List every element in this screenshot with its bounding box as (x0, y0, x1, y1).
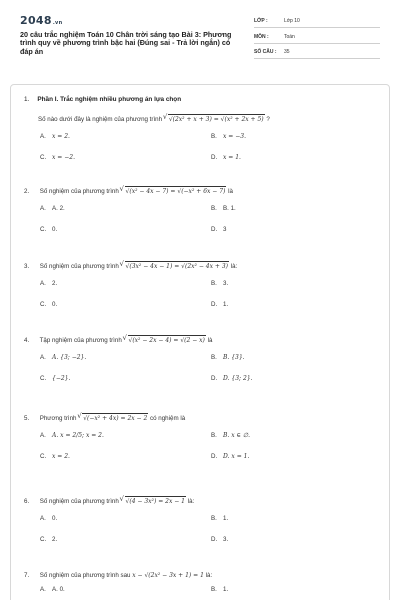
meta-label: MÔN : (254, 33, 269, 40)
option-label: C. (40, 301, 47, 308)
option-label: D. (211, 226, 218, 233)
option-label: A. (40, 205, 46, 212)
option-label: D. (211, 453, 218, 460)
document-title: 20 câu trắc nghiệm Toán 10 Chân trời sáng tạo Bài 3: Phương trình quy về phương trình bậc hai (Đúng sai - Trả lời ngắn) có đáp án (20, 30, 232, 56)
option-text: A. 2. (52, 205, 65, 212)
logo-text: 2048 (20, 14, 52, 27)
meta-value: Toán (284, 33, 295, 40)
option-c[interactable] (40, 226, 57, 233)
option-c[interactable] (40, 453, 70, 460)
option-c[interactable] (40, 154, 75, 161)
question-stem (24, 335, 384, 345)
option-label: A. (40, 432, 46, 439)
option-b[interactable] (211, 354, 245, 361)
option-label: B. (211, 354, 217, 361)
option-d[interactable] (211, 226, 226, 233)
equation: √ √(−x² + 4x) = 2x − 2 (82, 413, 148, 423)
option-text: 0. (52, 515, 58, 522)
meta-row-count (254, 45, 380, 59)
equation: √ √(x² − 2x − 4) = √(2 − x) (128, 335, 206, 345)
option-text: A. 0. (52, 586, 65, 593)
option-c[interactable] (40, 375, 70, 382)
stem-text: Số nghiệm của phương trình (39, 263, 119, 270)
option-c[interactable] (40, 536, 57, 543)
question-4 (24, 335, 384, 398)
site-logo[interactable] (20, 14, 62, 27)
option-label: C. (40, 226, 47, 233)
option-label: B. (211, 133, 217, 140)
option-text: A. {3; −2}. (52, 354, 87, 361)
option-label: C. (40, 154, 47, 161)
option-text: x = −3. (223, 133, 246, 140)
section-heading (24, 96, 181, 103)
option-d[interactable] (211, 154, 241, 161)
option-a[interactable] (40, 280, 57, 287)
option-b[interactable] (211, 586, 228, 593)
option-label: D. (211, 301, 218, 308)
options (40, 515, 384, 559)
option-text: x = 1. (223, 154, 241, 161)
question-1 (24, 114, 384, 177)
meta-label: SỐ CÂU : (254, 49, 277, 55)
equation: x − √(2x² − 3x + 1) = 1 (132, 572, 204, 579)
option-label: A. (40, 280, 46, 287)
question-stem (24, 496, 384, 506)
question-stem (24, 261, 384, 271)
question-6 (24, 496, 384, 559)
stem-text: Số nghiệm của phương trình sau (39, 572, 131, 579)
equation: √ √(4 − 3x²) = 2x − 1 (125, 496, 186, 506)
stem-text: Phương trình (39, 415, 77, 422)
options (40, 432, 384, 476)
option-a[interactable] (40, 515, 57, 522)
question-number: 4. (24, 337, 30, 344)
option-label: B. (211, 432, 217, 439)
page-header (0, 0, 400, 78)
stem-text: Số nghiệm của phương trình (39, 188, 119, 195)
meta-value: 35 (284, 49, 290, 55)
option-text: 3. (223, 280, 229, 287)
stem-text: Tập nghiệm của phương trình (39, 337, 122, 344)
question-stem (24, 413, 384, 423)
option-label: B. (211, 586, 217, 593)
question-number: 7. (24, 572, 30, 579)
meta-row-grade (254, 14, 380, 28)
question-5 (24, 413, 384, 476)
option-text: 1. (223, 301, 229, 308)
question-number: 3. (24, 263, 30, 270)
options (40, 205, 384, 249)
stem-suffix: có nghiệm là (150, 415, 186, 422)
option-a[interactable] (40, 586, 65, 593)
option-text: B. 1. (223, 205, 236, 212)
option-a[interactable] (40, 205, 65, 212)
options (40, 354, 384, 398)
option-label: D. (211, 536, 218, 543)
option-text: 2. (52, 280, 58, 287)
option-label: B. (211, 205, 217, 212)
section-title: Phần I. Trắc nghiệm nhiều phương án lựa chọn (37, 96, 182, 103)
meta-row-subject (254, 30, 380, 44)
option-text: D. {3; 2}. (223, 375, 253, 382)
option-text: D. x = 1. (223, 453, 250, 460)
option-label: B. (211, 280, 217, 287)
option-text: 0. (52, 226, 58, 233)
logo-suffix: .vn (52, 20, 63, 26)
option-text: B. {3}. (223, 354, 245, 361)
option-text: B. x ∈ ∅. (223, 432, 250, 439)
option-d[interactable] (211, 301, 228, 308)
option-label: C. (40, 536, 47, 543)
options (40, 280, 384, 324)
option-a[interactable] (40, 354, 86, 361)
option-text: 3 (223, 226, 227, 233)
document-meta (254, 14, 380, 61)
option-label: D. (211, 154, 218, 161)
option-b[interactable] (211, 280, 228, 287)
option-text: 2. (52, 536, 58, 543)
question-stem (24, 186, 384, 196)
options (40, 133, 384, 177)
option-label: A. (40, 515, 46, 522)
stem-text: Số nào dưới đây là nghiệm của phương trình (38, 116, 163, 123)
option-label: D. (211, 375, 218, 382)
section-number: 1. (24, 96, 30, 103)
stem-suffix: là (228, 188, 233, 195)
question-number: 6. (24, 498, 30, 505)
option-d[interactable] (211, 453, 249, 460)
option-label: A. (40, 586, 46, 593)
stem-suffix: là: (187, 498, 195, 505)
option-a[interactable] (40, 432, 104, 439)
option-label: A. (40, 354, 46, 361)
meta-value: Lớp 10 (284, 18, 300, 24)
question-3 (24, 261, 384, 324)
stem-suffix: ? (266, 116, 270, 123)
option-a[interactable] (40, 133, 70, 140)
option-b[interactable] (211, 133, 246, 140)
option-text: x = 2. (52, 133, 70, 140)
stem-suffix: là (207, 337, 213, 344)
option-c[interactable] (40, 301, 57, 308)
option-text: {−2}. (52, 375, 71, 382)
option-text: x = −2. (52, 154, 75, 161)
question-stem (24, 571, 384, 580)
option-text: 1. (223, 515, 229, 522)
option-text: 3. (223, 536, 229, 543)
question-number: 2. (24, 188, 30, 195)
stem-suffix: là: (230, 263, 238, 270)
option-label: A. (40, 133, 46, 140)
question-number: 5. (24, 415, 30, 422)
option-text: A. x = 2/5; x = 2. (52, 432, 104, 439)
stem-suffix: là: (205, 572, 213, 579)
option-label: C. (40, 453, 47, 460)
option-label: C. (40, 375, 47, 382)
option-text: 0. (52, 301, 58, 308)
option-text: 1. (223, 586, 229, 593)
question-stem (24, 114, 384, 124)
equation: √ √(3x² − 4x − 1) = √(2x² − 4x + 3) (125, 261, 229, 271)
equation: √ √(2x² + x + 3) = √(x² + 2x + 5) (168, 114, 265, 124)
option-d[interactable] (211, 536, 228, 543)
options (40, 586, 384, 600)
option-text: x = 2. (52, 453, 70, 460)
option-b[interactable] (211, 515, 228, 522)
option-label: B. (211, 515, 217, 522)
meta-label: LỚP : (254, 18, 268, 24)
stem-text: Số nghiệm của phương trình (39, 498, 119, 505)
option-b[interactable] (211, 205, 236, 212)
option-b[interactable] (211, 432, 250, 439)
question-2 (24, 186, 384, 249)
option-d[interactable] (211, 375, 253, 382)
question-7 (24, 571, 384, 600)
equation: √ √(x² − 4x − 7) = √(−x² + 6x − 7) (125, 186, 227, 196)
